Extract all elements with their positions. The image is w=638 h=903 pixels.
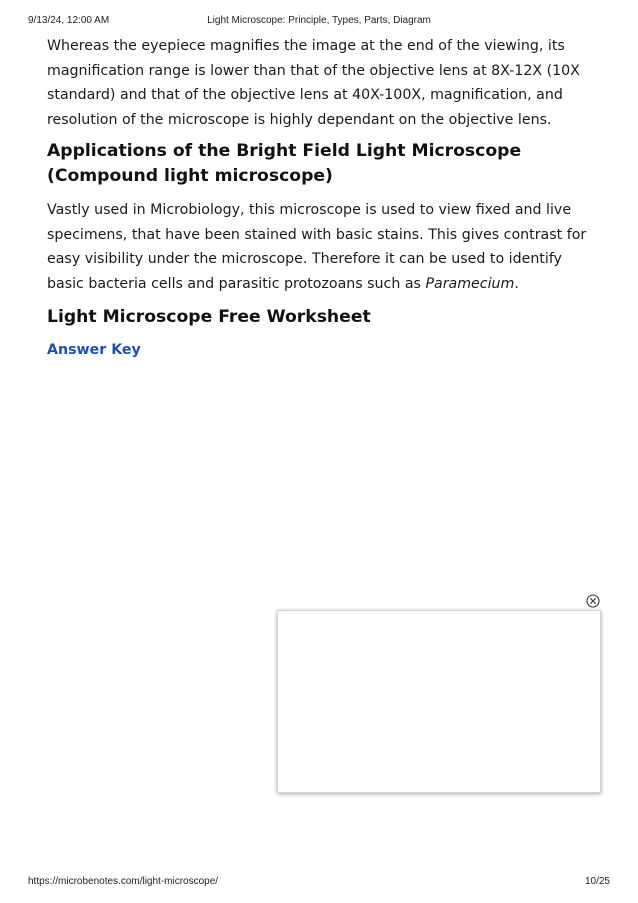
- applications-heading: Applications of the Bright Field Light Microscope (Compound light microscope): [47, 141, 522, 186]
- applications-paragraph-text: Vastly used in Microbiology, this microscope is used to view fixed and live specimens, that have been stained with basic stains. This gives contrast for easy visibility under the microscope. Therefore it can be used to identify basic bacteria cells and parasitic protozoans such as: [47, 202, 587, 292]
- ad-close-button[interactable]: [586, 593, 600, 607]
- article-content: [47, 34, 602, 360]
- print-header: [28, 15, 610, 29]
- answer-key-link[interactable]: Answer Key: [47, 342, 141, 358]
- print-page-title: Light Microscope: Principle, Types, Parts, Diagram: [207, 15, 431, 26]
- applications-paragraph: [47, 198, 602, 296]
- print-url: https://microbenotes.com/light-microscope/: [28, 876, 219, 887]
- paramecium-term: Paramecium: [425, 275, 515, 292]
- intro-paragraph: Whereas the eyepiece magnifies the image at the end of the viewing, its magnification range is lower than that of the objective lens at 8X-12X (10X standard) and that of the objective lens at 40X-100X, magnification, and resolution of the microscope is highly dependant on the objective lens.: [47, 38, 580, 128]
- ad-placeholder: [277, 610, 601, 793]
- print-datetime: 9/13/24, 12:00 AM: [28, 15, 110, 26]
- circle-x-icon: [586, 594, 600, 608]
- page-indicator: 10/25: [584, 876, 610, 887]
- worksheet-heading: Light Microscope Free Worksheet: [47, 307, 371, 327]
- applications-paragraph-end: .: [514, 275, 519, 292]
- print-footer: [28, 876, 610, 890]
